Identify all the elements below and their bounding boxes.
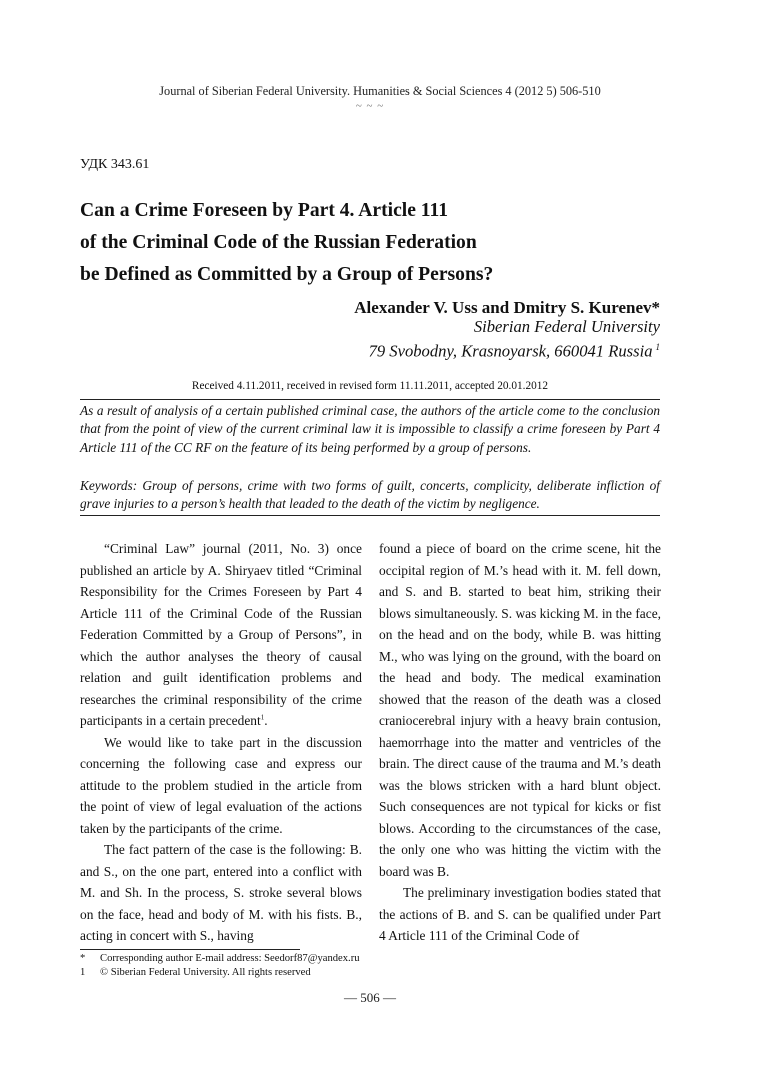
footnote-mark: * — [80, 953, 86, 964]
affiliation-university: Siberian Federal University — [473, 317, 660, 336]
abstract-bottom-rule — [80, 515, 660, 516]
journal-header: Journal of Siberian Federal University. Humanities & Social Sciences 4 (2012 5) 506-510 — [159, 84, 601, 98]
paragraph-end: . — [264, 713, 268, 728]
page-number: — 506 — — [344, 990, 396, 1005]
abstract-top-rule — [80, 399, 660, 400]
body-column-left — [80, 538, 362, 947]
affiliation — [369, 316, 660, 362]
paragraph: found a piece of board on the crime scene, hit the occipital region of M.’s head with it. M. fell down, and S. and B. started to beat him, striking their blows simultaneously. S. was kicking M. in the face, on the head and on the body, while B. was hitting M., who was lying on the ground, with the board on the head and body. The medical examination showed that the reason of the death was a closed craniocerebral injury with a heavy brain contusion, haemorrhage into the matter and ventricles of the brain. The direct cause of the trauma and M.’s death was the blows stricken with a hard blunt object. Such consequences are not typical for kicks or fist blows. According to the circumstances of the case, the only one who was hitting the victim with the board was B. — [379, 541, 661, 879]
footnote-text: Corresponding author E-mail address: Seedorf87@yandex.ru — [100, 953, 360, 964]
keywords: Keywords: Group of persons, crime with two forms of guilt, concerts, complicity, deliberate infliction of grave injuries to a person’s health that leaded to the death of the victim by negligence. — [80, 478, 660, 512]
paragraph: The preliminary investigation bodies stated that the actions of B. and S. can be qualified under Part 4 Article 111 of the Criminal Code of — [379, 885, 661, 943]
header-separator: ~ ~ ~ — [355, 100, 385, 112]
title-line: be Defined as Committed by a Group of Persons? — [80, 264, 494, 285]
footnote-text: © Siberian Federal University. All rights reserved — [100, 967, 311, 978]
address-note-mark: 1 — [655, 342, 660, 352]
affiliation-address — [369, 337, 660, 362]
received-dates: Received 4.11.2011, received in revised form 11.11.2011, accepted 20.01.2012 — [191, 380, 549, 392]
address-text: 79 Svobodny, Krasnoyarsk, 660041 Russia — [368, 341, 653, 361]
footnote-mark: 1 — [80, 967, 86, 978]
paragraph: The fact pattern of the case is the following: B. and S., on the one part, entered into a conflict with M. and Sh. In the process, S. stroke several blows on the face, head and body of M. with his fists. B., acting in concert with S., having — [80, 842, 362, 943]
footnote-rule — [80, 949, 300, 950]
udk-code: УДК 343.61 — [80, 157, 150, 172]
title-line: Can a Crime Foreseen by Part 4. Article 111 — [80, 200, 449, 221]
paragraph: We would like to take part in the discussion concerning the following case and express our attitude to the problem studied in the article from the point of view of legal evaluation of the actions taken by the participants of the crime. — [80, 734, 362, 836]
abstract: As a result of analysis of a certain published criminal case, the authors of the article come to the conclusion that from the point of view of the current criminal law it is impossible to classify a crime foreseen by Part 4 Article 111 of the CC RF on the feature of its being performed by a group of persons. — [80, 403, 660, 455]
footnote-ref: 1 — [260, 713, 265, 722]
paragraph-text: “Criminal Law” journal (2011, No. 3) once published an article by A. Shiryaev titled “Criminal Responsibility for the Crimes Foreseen by Part 4 Article 111 of the Criminal Code of the Russian Federation Committed by a Group of Persons”, in which the author analyses the theory of causal relation and guilt identification problems and researches the criminal responsibility of the crime participants in a certain precedent — [80, 541, 362, 728]
article-title — [80, 195, 680, 291]
footnote-corresponding — [80, 952, 360, 965]
title-line: of the Criminal Code of the Russian Federation — [80, 232, 477, 253]
paragraph — [80, 538, 362, 732]
body-column-right — [379, 538, 661, 947]
authors: Alexander V. Uss and Dmitry S. Kurenev* — [354, 298, 660, 317]
footnote-copyright — [80, 966, 311, 979]
